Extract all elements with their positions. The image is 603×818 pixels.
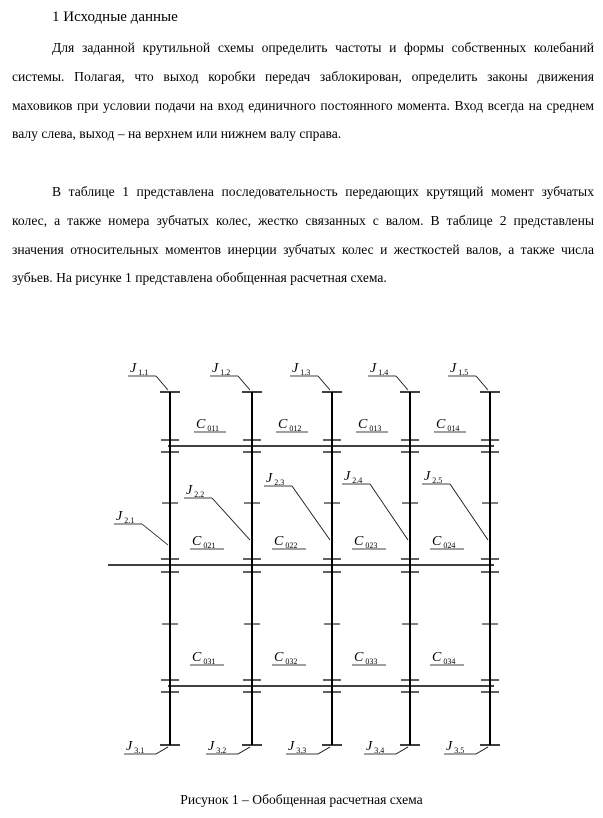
inertia-label-bottom: J 3.5 [446, 739, 465, 755]
tables-paragraph: В таблице 1 представлена последовательность передающих крутящий момент зубчатых колес, а также номера зубчатых колес, жестко связанных с валом. В таблице 2 представлены значения относительных моментов инерции зубчатых колес и жесткостей валов, а также числа зубьев. На рисунке 1 представлена обобщенная расчетная схема. [12, 184, 594, 286]
stiffness-label-top: C 013 [358, 417, 382, 433]
leader-line [212, 498, 250, 540]
leader-line [292, 486, 330, 540]
torsional-scheme-diagram [100, 345, 520, 770]
stiffness-label-middle: C 024 [432, 534, 456, 550]
stiffness-label-middle: C 021 [192, 534, 216, 550]
stiffness-label-top: C 011 [196, 417, 220, 433]
leader-line [476, 376, 488, 390]
stiffness-label-middle: C 022 [274, 534, 298, 550]
leader-line [396, 376, 408, 390]
leader-line [318, 747, 330, 754]
inertia-label-bottom: J 3.4 [366, 739, 385, 755]
stiffness-label-bottom: C 032 [274, 650, 298, 666]
leader-line [476, 747, 488, 754]
leader-line [238, 376, 250, 390]
inertia-label-middle: J 2.3 [266, 471, 285, 487]
inertia-label-top: J 1.3 [292, 361, 311, 377]
stiffness-label-bottom: C 033 [354, 650, 378, 666]
stiffness-label-top: C 012 [278, 417, 302, 433]
stiffness-label-bottom: C 031 [192, 650, 216, 666]
inertia-label-top: J 1.1 [130, 361, 149, 377]
stiffness-label-middle: C 023 [354, 534, 378, 550]
leader-line [396, 747, 408, 754]
inertia-label-top: J 1.2 [212, 361, 231, 377]
leader-line [156, 747, 168, 754]
inertia-label-middle: J 2.2 [186, 483, 205, 499]
inertia-label-middle: J 2.1 [116, 509, 135, 525]
inertia-label-bottom: J 3.3 [288, 739, 307, 755]
inertia-label-top: J 1.4 [370, 361, 389, 377]
leader-line [450, 484, 488, 540]
stiffness-label-top: C 014 [436, 417, 460, 433]
leader-line [238, 747, 250, 754]
section-heading: 1 Исходные данные [52, 9, 178, 25]
leader-line [318, 376, 330, 390]
figure-caption: Рисунок 1 – Обобщенная расчетная схема [180, 792, 423, 807]
inertia-label-middle: J 2.4 [344, 469, 363, 485]
inertia-label-middle: J 2.5 [424, 469, 443, 485]
inertia-label-top: J 1.5 [450, 361, 469, 377]
leader-line [156, 376, 168, 390]
inertia-label-bottom: J 3.1 [126, 739, 145, 755]
task-paragraph: Для заданной крутильной схемы определить частоты и формы собственных колебаний системы. Полагая, что выход коробки передач заблокирован, определить законы движения маховиков при условии подачи на вход единичного постоянного момента. Вход всегда на среднем валу слева, выход – на верхнем или нижнем валу справа. [12, 40, 594, 142]
stiffness-label-bottom: C 034 [432, 650, 456, 666]
inertia-label-bottom: J 3.2 [208, 739, 227, 755]
leader-line [142, 524, 168, 545]
leader-line [370, 484, 408, 540]
